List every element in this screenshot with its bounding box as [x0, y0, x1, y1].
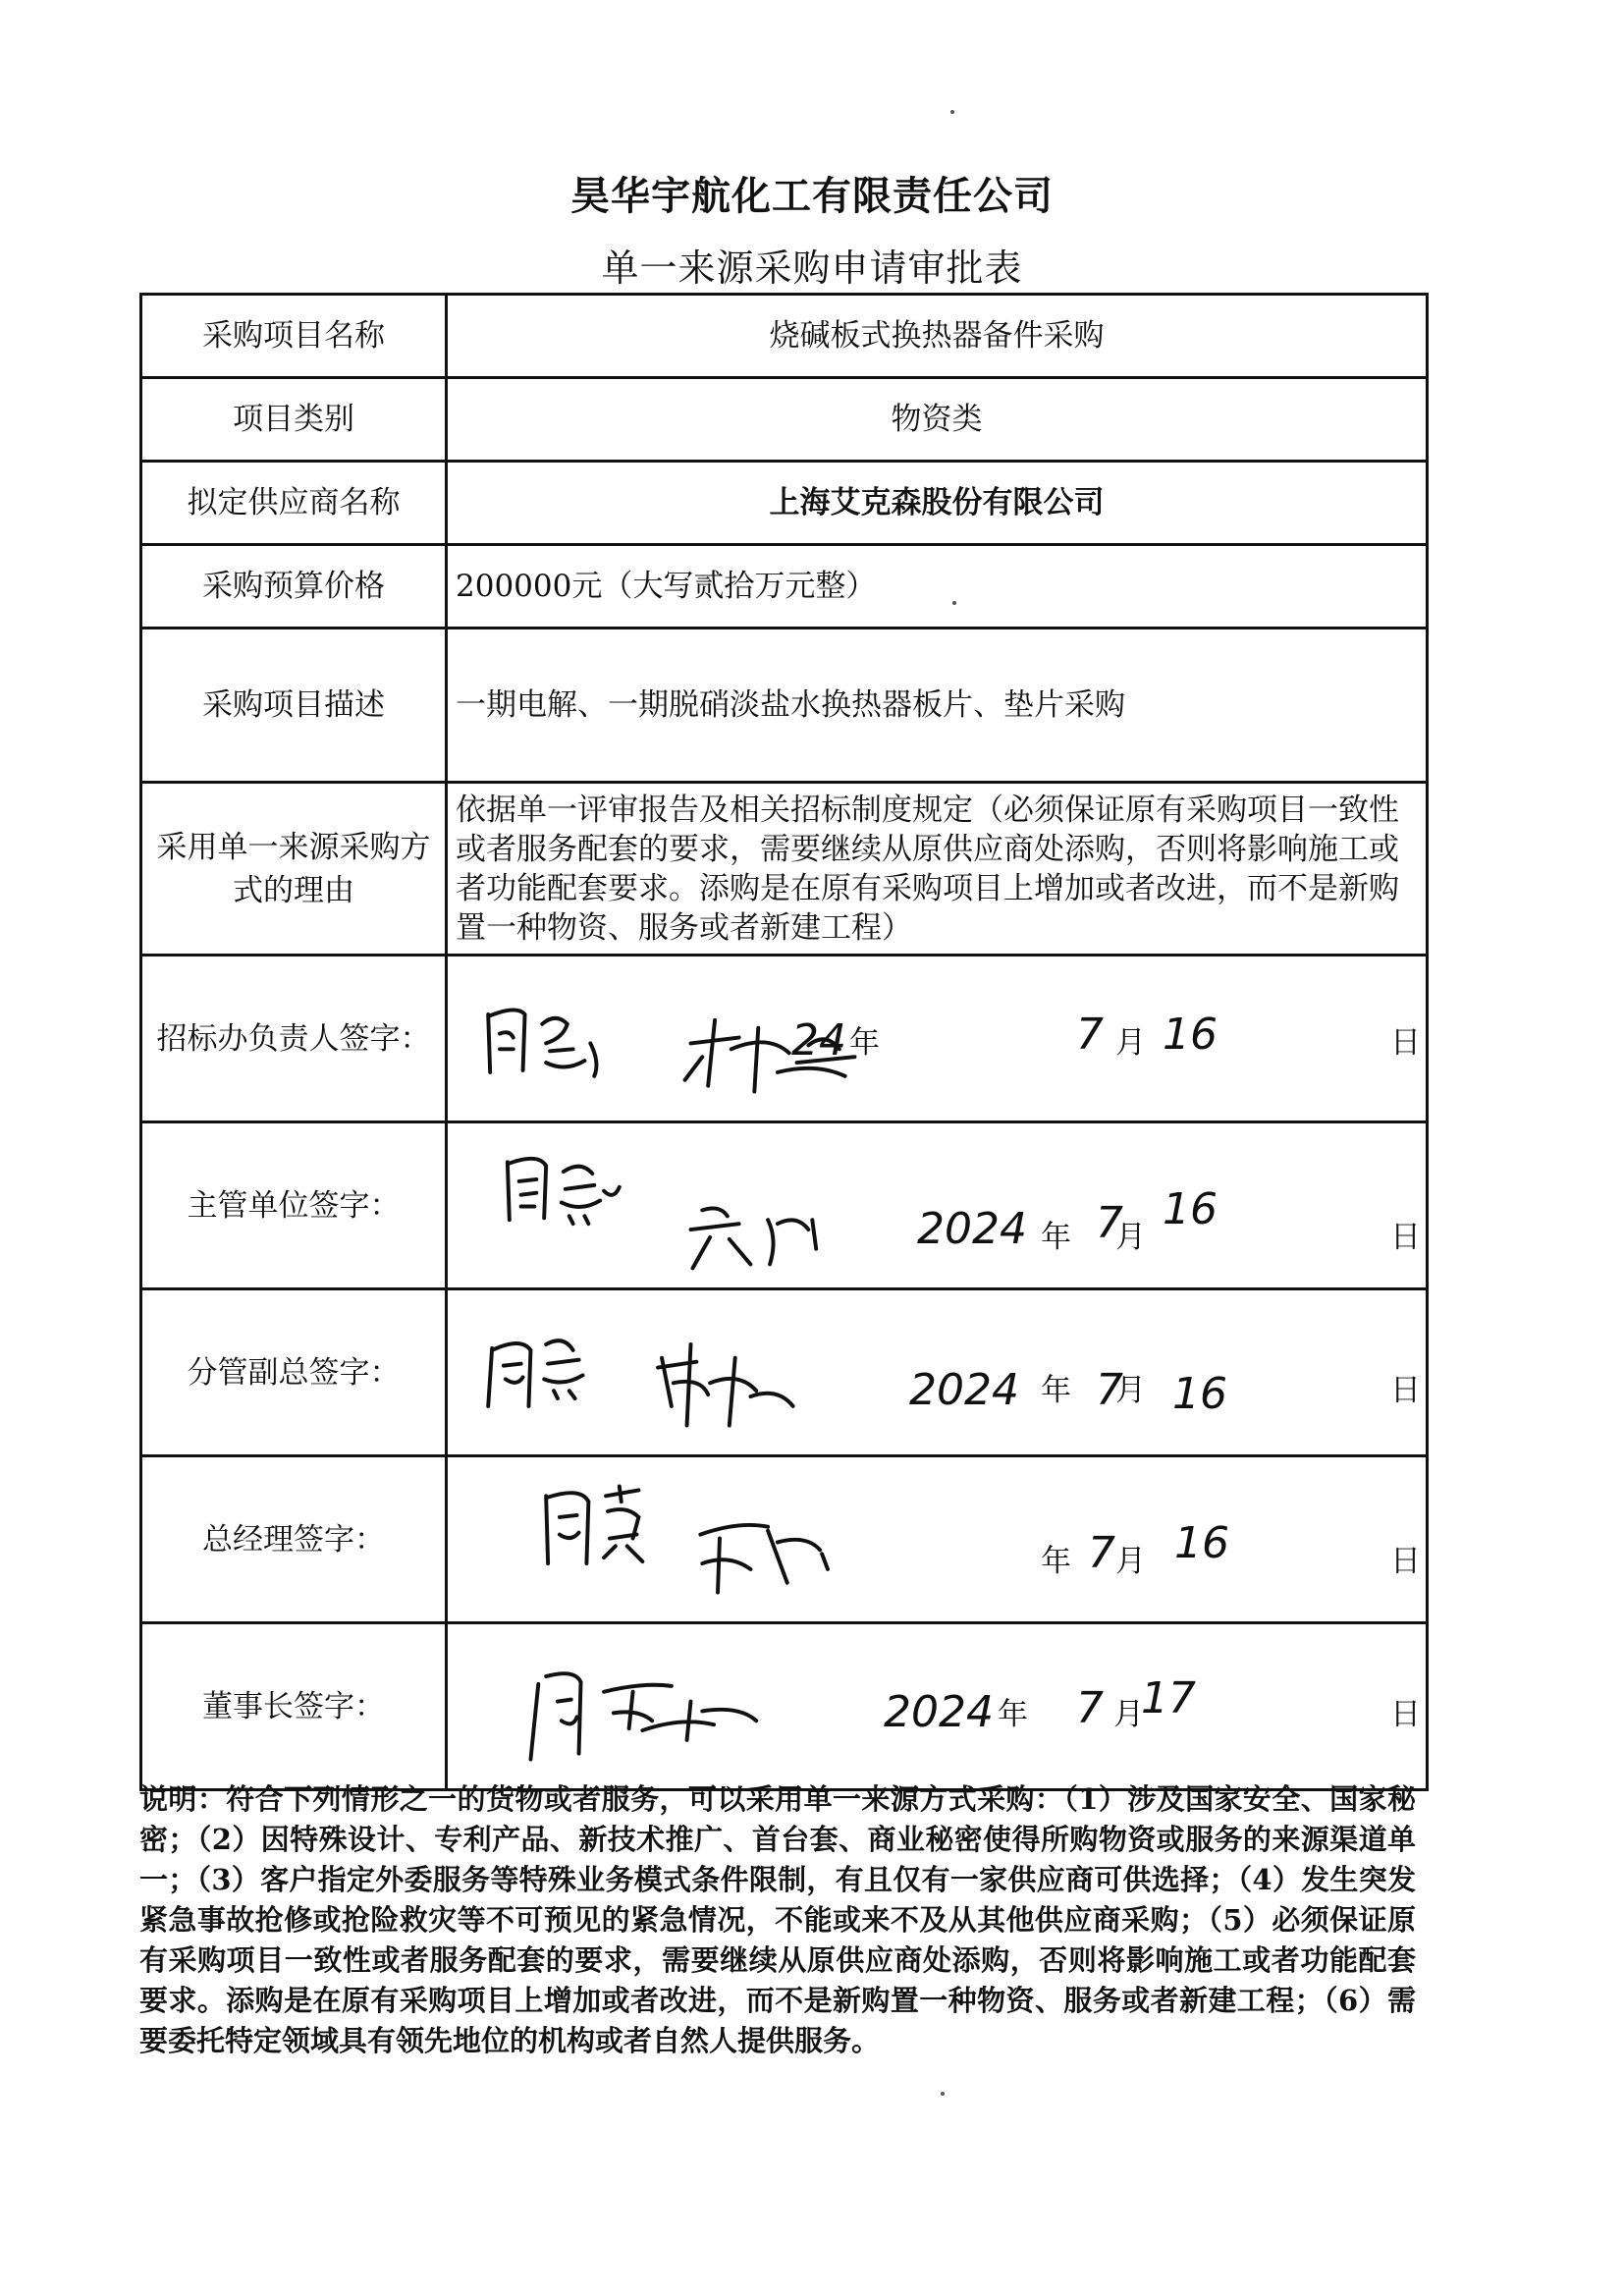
row-description	[141, 629, 1428, 783]
day-label: 日	[1390, 1373, 1421, 1408]
year-label: 年	[849, 1025, 880, 1061]
month-handwritten: 7	[1076, 1010, 1104, 1060]
month-label: 月	[1115, 1544, 1146, 1579]
handwritten-signature-image	[448, 1457, 1426, 1621]
row-sign-chairman	[141, 1623, 1428, 1790]
row-sign-deputy-gm	[141, 1289, 1428, 1456]
year-handwritten: 24	[791, 1015, 846, 1066]
sign-cell-bidding-office	[447, 956, 1428, 1122]
supplier-value: 上海艾克森股份有限公司	[447, 462, 1428, 545]
day-label: 日	[1390, 1220, 1421, 1255]
year-handwritten: 2024	[917, 1204, 1027, 1254]
month-label: 月	[1115, 1373, 1146, 1408]
year-label: 年	[998, 1697, 1028, 1732]
form-title: 单一来源采购申请审批表	[601, 246, 1023, 290]
sign-cell-gm	[447, 1456, 1428, 1623]
row-sign-gm	[141, 1456, 1428, 1623]
sign-cell-deputy-gm	[447, 1289, 1428, 1456]
project-name-value: 烧碱板式换热器备件采购	[447, 295, 1428, 378]
sign-label-deputy-gm: 分管副总签字：	[141, 1289, 447, 1456]
month-handwritten: 7	[1096, 1198, 1123, 1248]
reason-value: 依据单一评审报告及相关招标制度规定（必须保证原有采购项目一致性或者服务配套的要求，需要继续从原供应商处添购，否则将影响施工或者功能配套要求。添购是在原有采购项目上增加或者改进，而不是新购置一种物资、服务或者新建工程）	[447, 783, 1428, 956]
year-label: 年	[1041, 1220, 1071, 1255]
reason-label: 采用单一来源采购方式的理由	[141, 783, 447, 956]
approval-form-table	[139, 293, 1429, 1791]
category-value: 物资类	[447, 378, 1428, 462]
day-label: 日	[1390, 1544, 1421, 1579]
month-handwritten: 7	[1076, 1683, 1104, 1733]
month-handwritten: 7	[1096, 1365, 1123, 1415]
year-handwritten: 2024	[909, 1365, 1019, 1415]
project-name-label: 采购项目名称	[141, 295, 447, 378]
day-handwritten: 16	[1163, 1184, 1218, 1234]
sign-label-bidding-office: 招标办负责人签字：	[141, 956, 447, 1122]
scan-speck	[952, 601, 956, 605]
row-reason	[141, 783, 1428, 956]
year-label: 年	[1041, 1373, 1071, 1408]
day-handwritten: 17	[1141, 1673, 1196, 1723]
month-handwritten: 7	[1088, 1528, 1115, 1578]
year-label: 年	[1041, 1544, 1071, 1579]
month-label: 月	[1113, 1697, 1144, 1732]
day-label: 日	[1390, 1025, 1421, 1061]
sign-cell-chairman	[447, 1623, 1428, 1790]
description-value: 一期电解、一期脱硝淡盐水换热器板片、垫片采购	[447, 629, 1428, 783]
day-handwritten: 16	[1174, 1518, 1229, 1568]
day-label: 日	[1390, 1697, 1421, 1732]
handwritten-signature-image	[448, 957, 1426, 1121]
scan-speck	[941, 2092, 945, 2096]
row-supplier	[141, 462, 1428, 545]
month-label: 月	[1115, 1220, 1146, 1255]
row-project-name	[141, 295, 1428, 378]
supplier-label: 拟定供应商名称	[141, 462, 447, 545]
month-label: 月	[1115, 1025, 1146, 1061]
budget-value: 200000元（大写贰拾万元整）	[447, 545, 1428, 629]
row-sign-bidding-office	[141, 956, 1428, 1122]
budget-label: 采购预算价格	[141, 545, 447, 629]
explanation-note: 说明：符合下列情形之一的货物或者服务，可以采用单一来源方式采购：（1）涉及国家安全、国家秘密；（2）因特殊设计、专利产品、新技术推广、首台套、商业秘密使得所购物资或服务的来源渠道单一；（3）客户指定外委服务等特殊业务模式条件限制，有且仅有一家供应商可供选择；（4）发生突发紧急事故抢修或抢险救灾等不可预见的紧急情况，不能或来不及从其他供应商采购；（5）必须保证原有采购项目一致性或者服务配套的要求，需要继续从原供应商处添购，否则将影响施工或者功能配套要求。添购是在原有采购项目上增加或者改进，而不是新购置一种物资、服务或者新建工程；（6）需要委托特定领域具有领先地位的机构或者自然人提供服务。	[139, 1782, 1416, 2057]
sign-label-chairman: 董事长签字：	[141, 1623, 447, 1790]
scan-speck	[950, 110, 954, 114]
row-category	[141, 378, 1428, 462]
category-label: 项目类别	[141, 378, 447, 462]
sign-label-department: 主管单位签字：	[141, 1122, 447, 1289]
company-name: 昊华宇航化工有限责任公司	[570, 173, 1054, 219]
day-handwritten: 16	[1163, 1010, 1218, 1060]
year-handwritten: 2024	[884, 1687, 994, 1737]
row-sign-department	[141, 1122, 1428, 1289]
sign-label-gm: 总经理签字：	[141, 1456, 447, 1623]
day-handwritten: 16	[1172, 1369, 1227, 1419]
row-budget	[141, 545, 1428, 629]
sign-cell-department	[447, 1122, 1428, 1289]
description-label: 采购项目描述	[141, 629, 447, 783]
